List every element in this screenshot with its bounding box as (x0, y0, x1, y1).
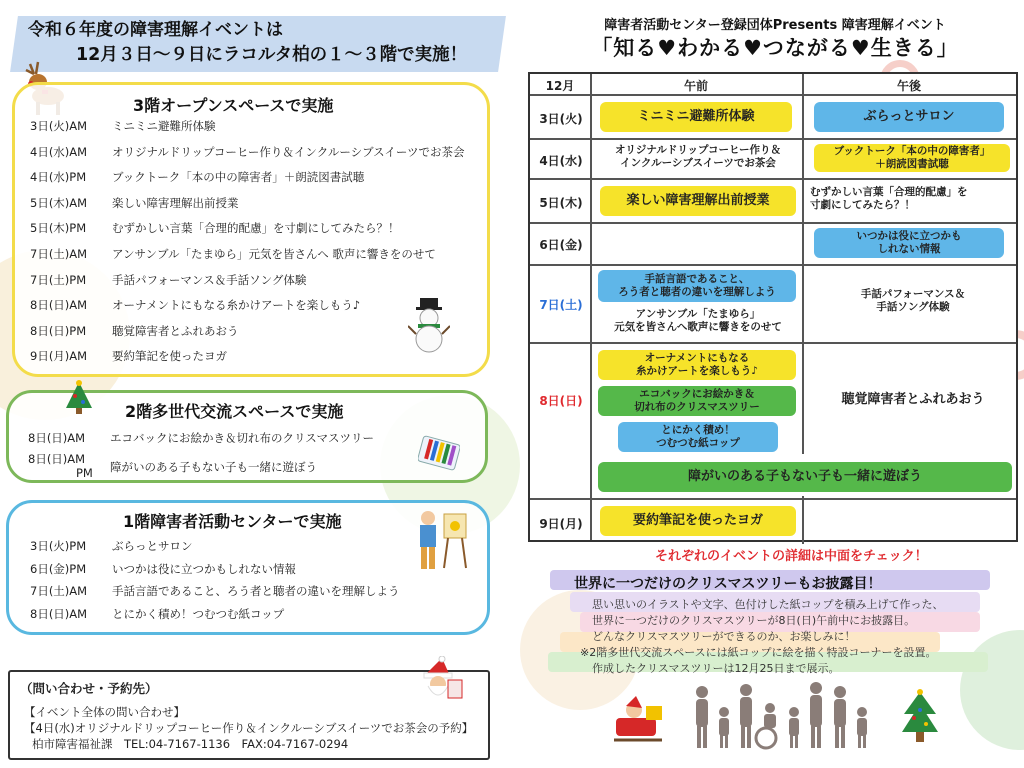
event-title: 手話パフォーマンス＆手話ソング体験 (112, 272, 307, 287)
am-header: 午前 (683, 79, 708, 93)
event-title: とにかく積め！つむつむ紙コップ (112, 606, 285, 621)
event-time: 4日(水)AM (30, 144, 88, 159)
list-item (30, 272, 306, 288)
event-title: 聴覚障害者とふれあおう (112, 323, 239, 338)
list-item (30, 246, 436, 262)
event-time: 3日(火)AM (30, 119, 88, 133)
pm-header: 午後 (896, 79, 921, 93)
santa-sleigh-icon (612, 696, 668, 746)
list-item (30, 583, 400, 599)
list-item (30, 297, 360, 313)
event-time: 8日(日)AM (28, 431, 86, 445)
event-time: 7日(土)PM (30, 272, 87, 287)
christmas-tree-icon (64, 380, 94, 416)
schedule-event: ブックトーク「本の中の障害者」 ＋朗読図書試聴 (814, 144, 1010, 172)
schedule-event: アンサンブル「たまゆら」 元気を皆さんへ歌声に響きをのせて (614, 308, 782, 334)
day-label: 5日(木) (539, 196, 583, 210)
list-item (30, 561, 296, 577)
event-time: 5日(木)PM (30, 221, 87, 236)
schedule-event: とにかく積め！ つむつむ紙コップ (618, 422, 778, 452)
snowman-icon (408, 296, 450, 354)
tree-text: 世界に一つだけのクリスマスツリーが8日(日)午前中にお披露目。 (592, 614, 916, 627)
event-title: いつかは役に立つかもしれない情報 (112, 561, 296, 576)
event-title: むずかしい言葉「合理的配慮」を寸劇にしてみたら？！ (112, 221, 400, 236)
event-time: 7日(土)AM (30, 584, 88, 598)
event-time: 8日(日)AM (30, 298, 88, 313)
event-title: 楽しい障害理解出前授業 (112, 195, 239, 210)
day-label: 4日(水) (539, 154, 583, 168)
contact-line: 【4日(水)オリジナルドリップコーヒー作り＆インクルーシブスイーツでお茶会の予約】 (24, 721, 474, 735)
event-title: エコバックにお絵かき＆切れ布のクリスマスツリー (110, 431, 375, 445)
event-title: ブックトーク「本の中の障害者」＋朗読図書試聴 (112, 170, 365, 185)
list-item (30, 348, 227, 364)
contact-phone: 柏市障害福祉課 TEL:04-7167-1136 FAX:04-7167-0294 (32, 737, 349, 751)
list-item (28, 452, 317, 480)
header-line-2: 12月３日～９日にラコルタ柏の１～３階で実施！ (76, 45, 468, 65)
list-item (30, 118, 216, 134)
schedule-table (528, 72, 1018, 542)
floor2-title: 2階多世代交流スペースで実施 (125, 402, 344, 421)
presents-line: 障害者活動センター登録団体Presents 障害理解イベント (604, 18, 946, 33)
schedule-event: エコバックにお絵かき＆ 切れ布のクリスマスツリー (598, 386, 796, 416)
contact-title: （問い合わせ・予約先） (20, 681, 158, 696)
christmas-tree-icon (900, 688, 940, 744)
schedule-event: いつかは役に立つかも しれない情報 (814, 228, 1004, 258)
tree-title: 世界に一つだけのクリスマスツリーもお披露目！ (574, 576, 882, 592)
schedule-event: オリジナルドリップコーヒー作り＆ インクルーシブスイーツでお茶会 (614, 144, 782, 170)
event-title: オリジナルドリップコーヒー作り＆インクルーシブスイーツでお茶会 (112, 144, 465, 159)
schedule-event: 要約筆記を使ったヨガ (600, 506, 796, 536)
floor1-title: 1階障害者活動センターで実施 (123, 512, 342, 531)
event-title: オーナメントにもなる糸かけアートを楽しもう♪ (112, 298, 361, 313)
event-catchphrase: 「知る♥わかる♥つながる♥生きる」 (591, 36, 959, 60)
tree-text: 作成したクリスマスツリーは12月25日まで展示。 (592, 662, 840, 675)
schedule-event: 障がいのある子もない子も一緒に遊ぼう (598, 462, 1012, 492)
tree-text: ※2階多世代交流スペースには紙コップに絵を描く特設コーナーを設置。 (580, 646, 937, 659)
schedule-event: ミニミニ避難所体験 (600, 102, 792, 132)
schedule-event: 楽しい障害理解出前授業 (600, 186, 796, 216)
details-note: それぞれのイベントの詳細は中面をチェック！ (655, 549, 928, 564)
event-title: ミニミニ避難所体験 (112, 119, 216, 133)
event-time: 4日(水)PM (30, 170, 87, 185)
tree-text: どんなクリスマスツリーができるのか、お楽しみに！ (592, 630, 856, 643)
header-line-1: 令和６年度の障害理解イベントは (28, 20, 283, 40)
event-title: 要約筆記を使ったヨガ (112, 349, 227, 364)
day-label: 8日(日) (539, 394, 583, 408)
event-time-pm: PM (76, 466, 93, 480)
schedule-event: オーナメントにもなる 糸かけアートを楽しもう♪ (598, 350, 796, 380)
event-title: アンサンブル「たまゆら」元気を皆さんへ 歌声に響きをのせて (112, 247, 436, 261)
crayons-icon (418, 432, 460, 472)
list-item (30, 195, 239, 211)
santa-icon (414, 656, 464, 706)
tree-text: 思い思いのイラストや文字、色付けした紙コップを積み上げて作った、 (592, 598, 944, 611)
day-label: 7日(土) (539, 298, 583, 312)
list-item (30, 169, 364, 185)
list-item (30, 220, 400, 236)
event-time (28, 452, 110, 480)
event-title: 障がいのある子もない子も一緒に遊ぼう (110, 460, 317, 474)
day-label: 6日(金) (539, 238, 583, 252)
event-time: 6日(金)PM (30, 561, 87, 576)
event-time: 3日(火)PM (30, 539, 87, 553)
list-item (30, 144, 464, 160)
event-time: 7日(土)AM (30, 247, 88, 261)
schedule-event: 聴覚障害者とふれあおう (841, 392, 985, 407)
event-time: 8日(日)PM (30, 323, 87, 338)
schedule-event: ぶらっとサロン (814, 102, 1004, 132)
decorative-circle (960, 630, 1024, 750)
day-label: 3日(火) (539, 112, 583, 126)
list-item (28, 430, 374, 446)
list-item (30, 323, 239, 339)
schedule-event: むずかしい言葉「合理的配慮」を 寸劇にしてみたら？！ (810, 186, 968, 212)
list-item (30, 538, 193, 554)
event-time: 9日(月)AM (30, 349, 88, 364)
event-time: 5日(木)AM (30, 195, 88, 210)
month-header: 12月 (545, 79, 575, 93)
event-time: 8日(日)AM (30, 606, 88, 621)
schedule-event: 手話パフォーマンス＆ 手話ソング体験 (860, 288, 966, 314)
schedule-event: 手話言語であること、 ろう者と聴者の違いを理解しよう (598, 270, 796, 302)
event-time-am: 8日(日)AM (28, 452, 86, 466)
painter-icon (410, 508, 470, 572)
day-label: 9日(月) (539, 517, 583, 531)
list-item (30, 606, 284, 622)
event-title: 手話言語であること、ろう者と聴者の違いを理解しよう (112, 584, 400, 598)
people-silhouettes-icon (690, 682, 880, 750)
event-title: ぶらっとサロン (112, 539, 193, 553)
contact-line: 【イベント全体の問い合わせ】 (24, 705, 185, 719)
floor3-title: 3階オープンスペースで実施 (133, 96, 334, 115)
header-title (28, 18, 498, 68)
